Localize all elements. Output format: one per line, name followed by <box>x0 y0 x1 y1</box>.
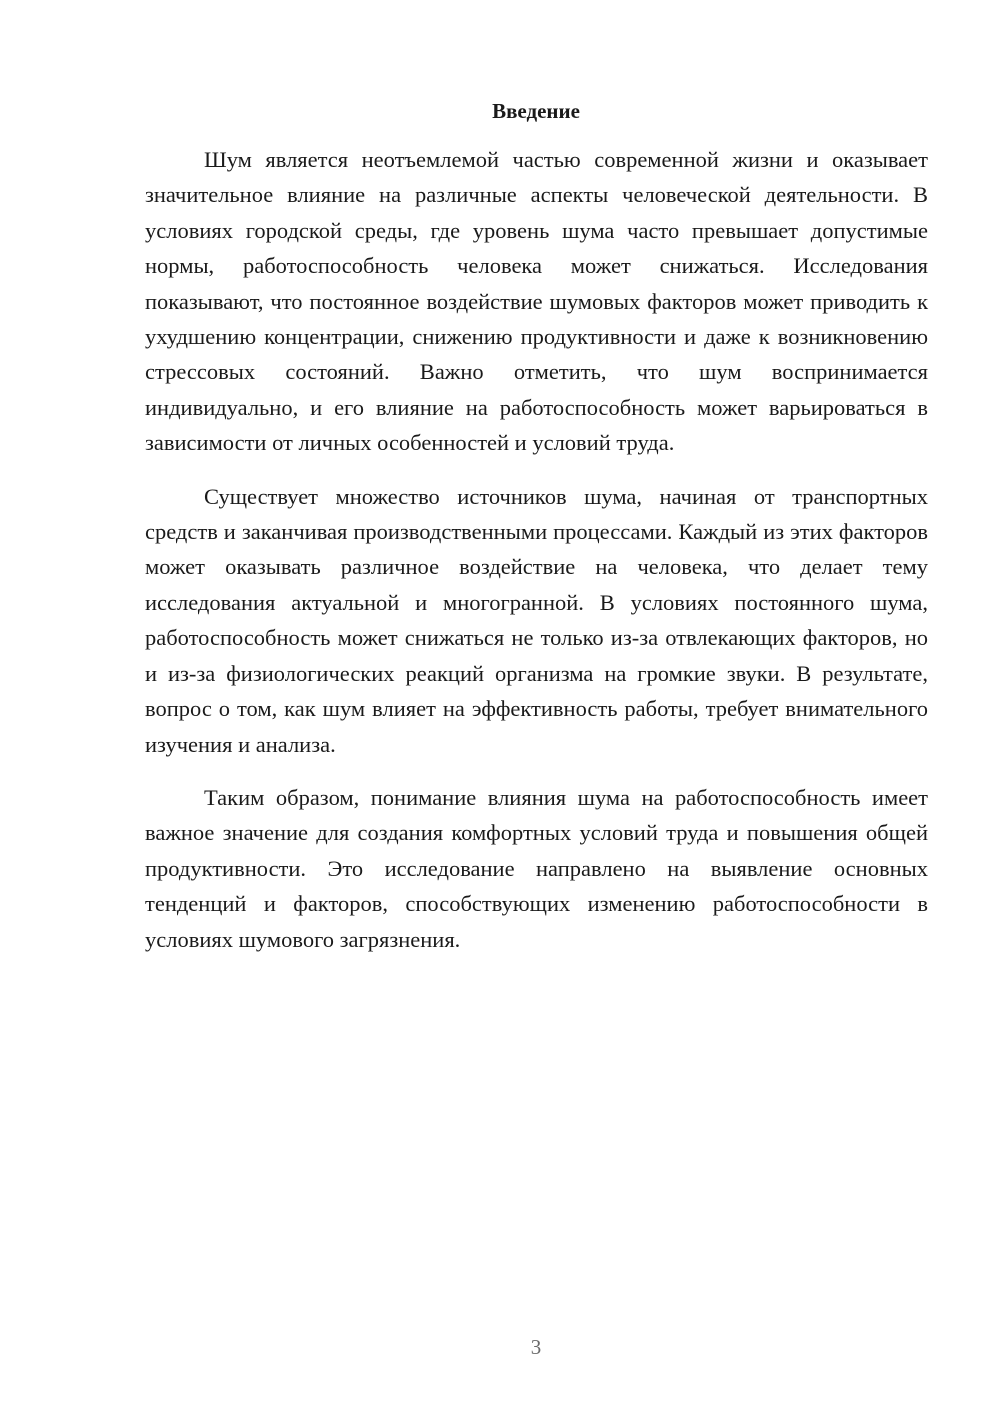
paragraph: Шум является неотъемлемой частью современной жизни и оказывает значительное влияние на различные аспекты человеческой деятельности. В условиях городской среды, где уровень шума часто превышает допустимые нормы, работоспособность человека может снижаться. Исследования показывают, что постоянное воздействие шумовых факторов может приводить к ухудшению концентрации, снижению продуктивности и даже к возникновению стрессовых состояний. Важно отметить, что шум воспринимается индивидуально, и его влияние на работоспособность может варьироваться в зависимости от личных особенностей и условий труда. <box>145 147 928 456</box>
page-number: 3 <box>530 1335 542 1359</box>
section-title: Введение <box>492 99 580 123</box>
paragraph: Существует множество источников шума, начиная от транспортных средств и заканчивая производственными процессами. Каждый из этих факторов может оказывать различное воздействие на человека, что делает тему исследования актуальной и многогранной. В условиях постоянного шума, работоспособность может снижаться не только из-за отвлекающих факторов, но и из-за физиологических реакций организма на громкие звуки. В результате, вопрос о том, как шум влияет на эффективность работы, требует внимательного изучения и анализа. <box>145 483 928 757</box>
body-text <box>145 142 928 975</box>
paragraph: Таким образом, понимание влияния шума на работоспособность имеет важное значение для создания комфортных условий труда и повышения общей продуктивности. Это исследование направлено на выявление основных тенденций и факторов, способствующих изменению работоспособности в условиях шумового загрязнения. <box>145 784 928 952</box>
